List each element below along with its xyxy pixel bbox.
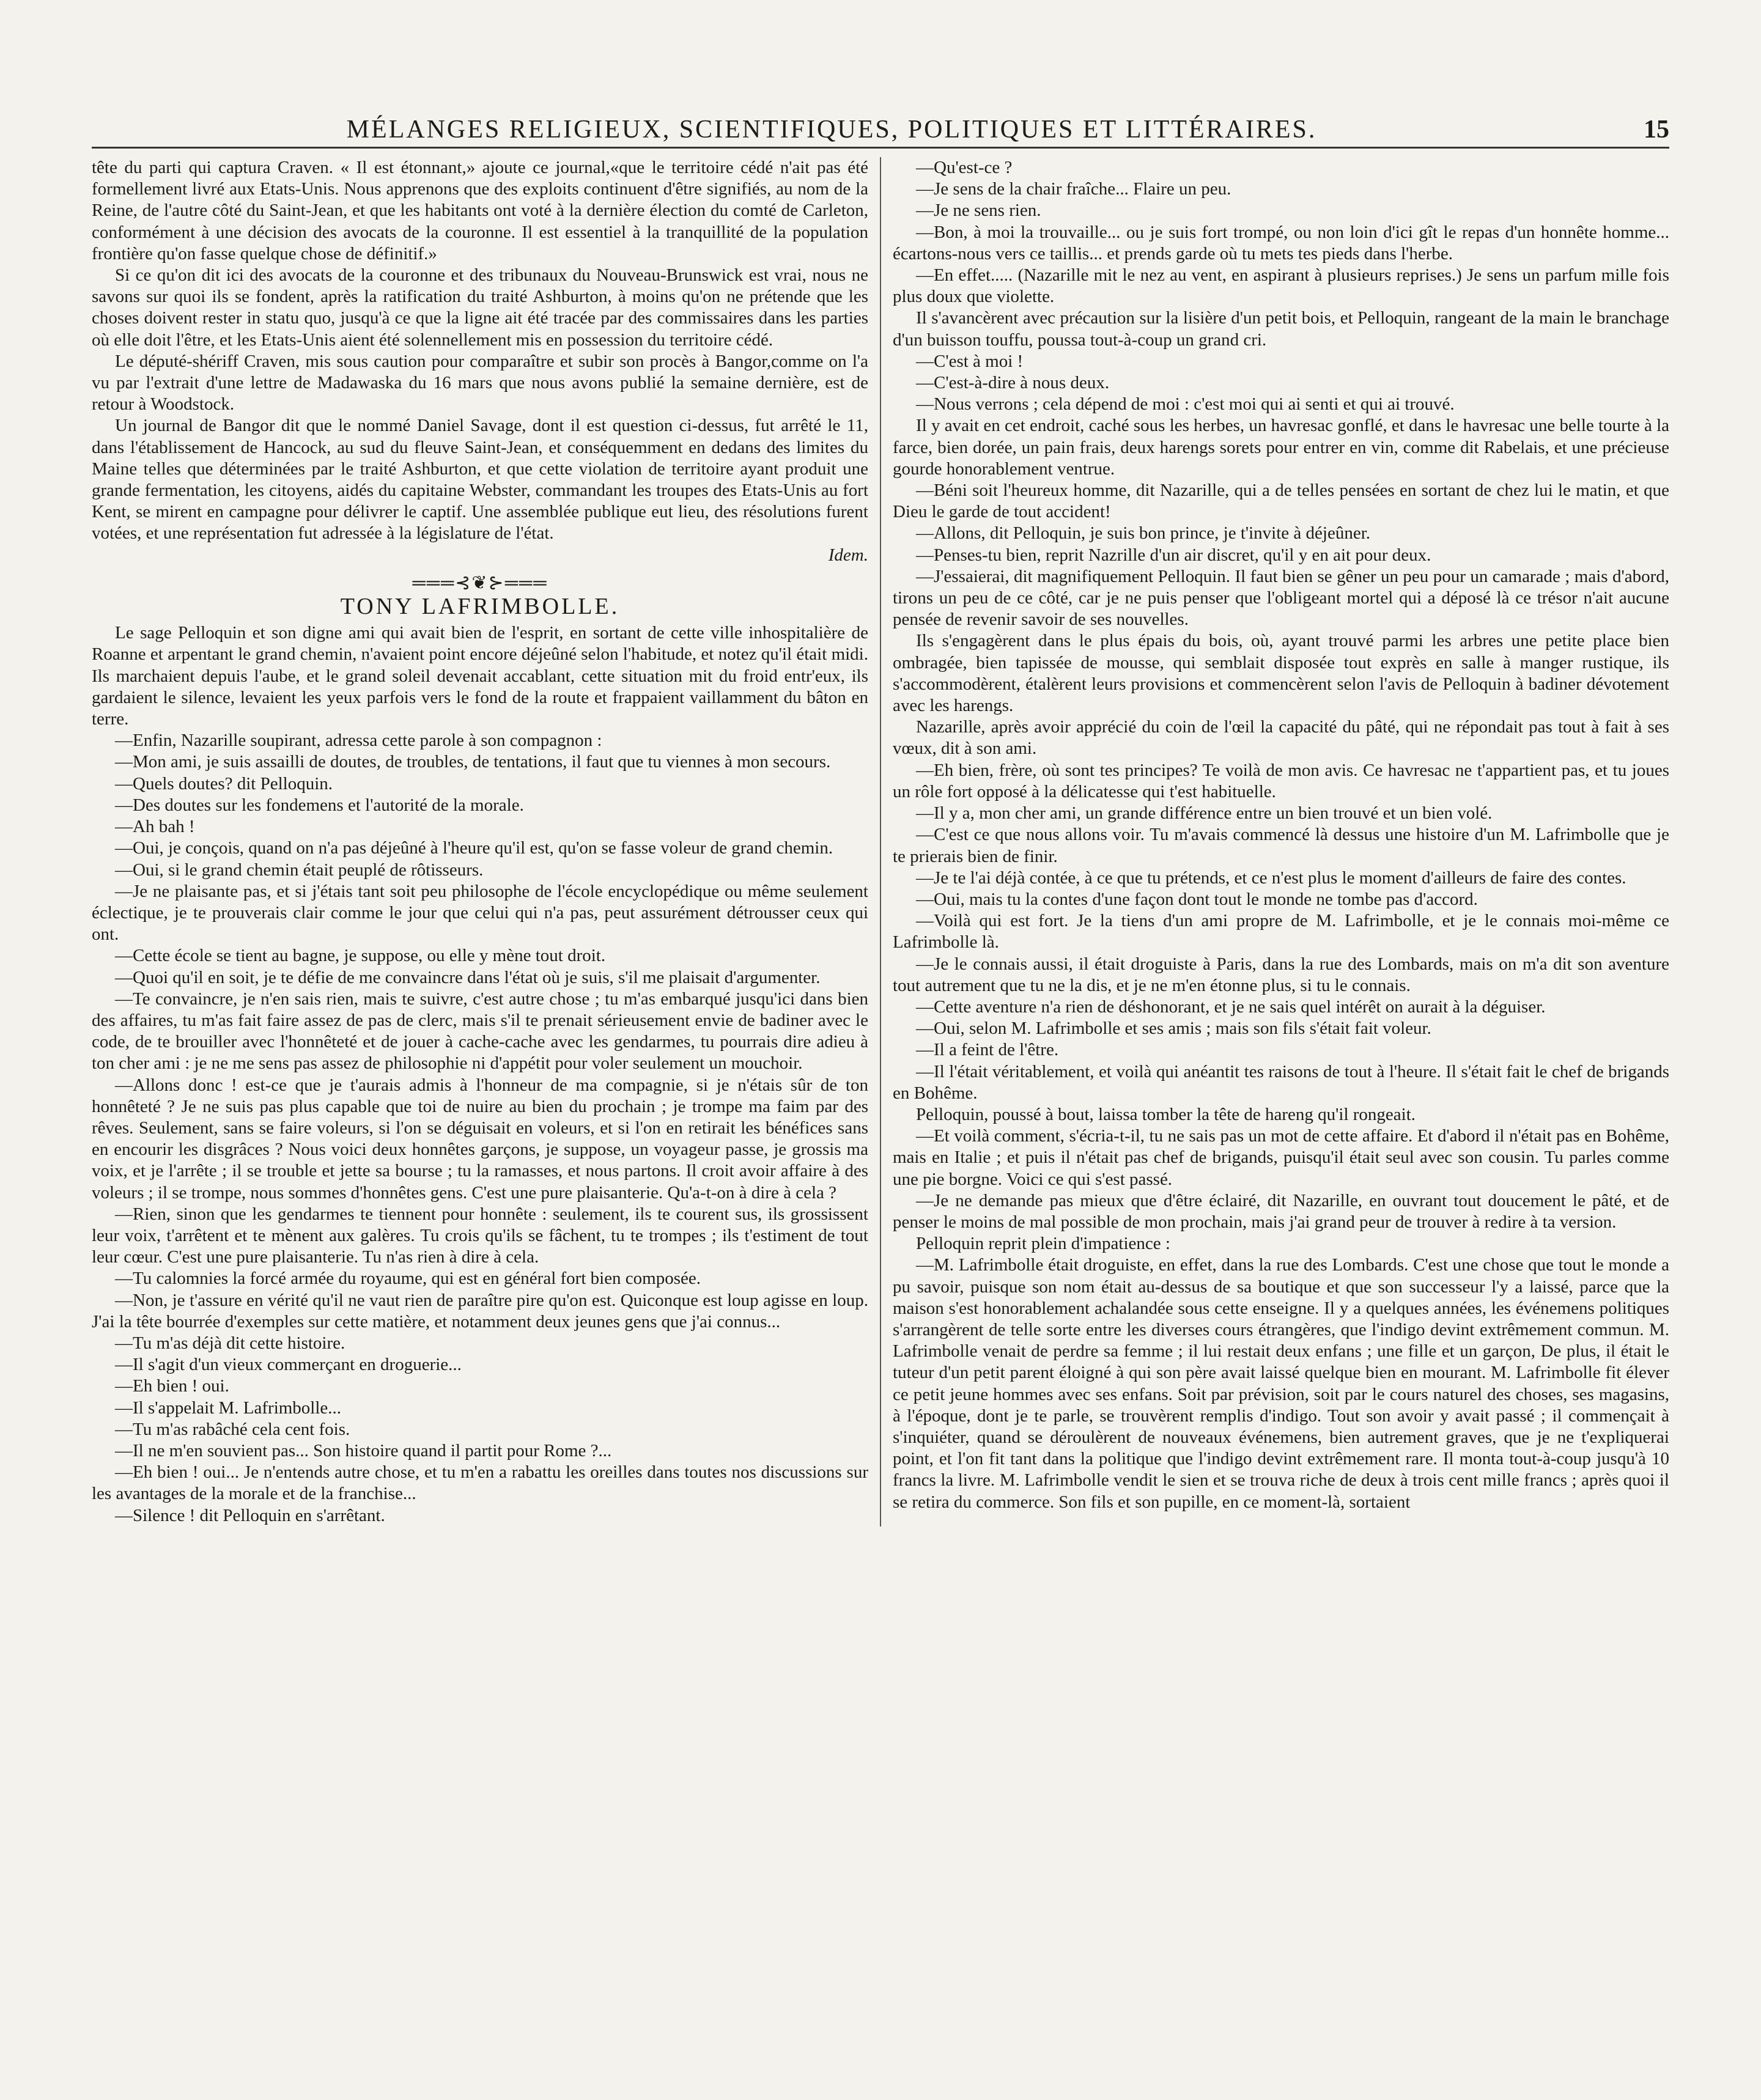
story-paragraph: —Eh bien ! oui... Je n'entends autre chose, et tu m'en a rabattu les oreilles dans toutes nos discussions sur les avantages de la morale et de la franchise... bbox=[92, 1462, 868, 1504]
story-paragraph: Il y avait en cet endroit, caché sous les herbes, un havresac gonflé, et dans le havresac une belle tourte à la farce, bien dorée, un pain frais, deux harengs sorets pour entrer en vin, comme dit Rabelais, et une précieuse gourde honorablement ventrue. bbox=[893, 416, 1669, 479]
running-header bbox=[92, 110, 1669, 149]
story-paragraph: —Il ne m'en souvient pas... Son histoire quand il partit pour Rome ?... bbox=[115, 1440, 612, 1461]
story-paragraph: —Bon, à moi la trouvaille... ou je suis fort trompé, ou non loin d'ici gît le repas d'un honnête homme... écartons-nous vers ce taillis... et prends garde où tu mets tes pieds dans l'herbe. bbox=[893, 222, 1669, 263]
news-paragraph: Si ce qu'on dit ici des avocats de la couronne et des tribunaux du Nouveau-Brunswick est vrai, nous ne savons sur quoi ils se fondent, après la ratification du traité Ashburton, à moins qu'on ne prétende que les choses doivent rester in statu quo, jusqu'à ce que la ligne ait été tracée par des commissaires dans les parties où elle doit l'être, et les Etats-Unis aient été solennellement mis en possession du territoire cédé. bbox=[92, 265, 868, 350]
story-paragraph: —Je ne demande pas mieux que d'être éclairé, dit Nazarille, en ouvrant tout doucement le pâté, et de penser le moins de mal possible de mon prochain, mais j'ai grand peur de trouver à redire à ta version. bbox=[893, 1190, 1669, 1232]
text-columns bbox=[92, 157, 1669, 1527]
story-paragraph: —Je te l'ai déjà contée, à ce que tu prétends, et ce n'est plus le moment d'ailleurs de faire des contes. bbox=[916, 868, 1626, 888]
story-paragraph: —Allons, dit Pelloquin, je suis bon prince, je t'invite à déjeûner. bbox=[916, 523, 1370, 543]
story-paragraph: —Ah bah ! bbox=[115, 817, 195, 837]
story-paragraph: —En effet..... (Nazarille mit le nez au vent, en aspirant à plusieurs reprises.) Je sens un parfum mille fois plus doux que violette. bbox=[893, 265, 1669, 307]
story-paragraph: —Tu m'as rabâché cela cent fois. bbox=[115, 1419, 350, 1439]
page-number: 15 bbox=[1644, 116, 1669, 144]
story-paragraph: —Il y a, mon cher ami, un grande différence entre un bien trouvé et un bien volé. bbox=[916, 803, 1493, 823]
story-paragraph: Il s'avancèrent avec précaution sur la lisière d'un petit bois, et Pelloquin, rangeant de la main le branchage d'un buisson touffu, poussa tout-à-coup un grand cri. bbox=[893, 308, 1669, 350]
story-paragraph: —Allons donc ! est-ce que je t'aurais admis à l'honneur de ma compagnie, si je n'étais sûr de ton honnêteté ? Je ne suis pas plus capable que toi de nuire au bien du prochain ; je trompe ma faim par des rêves. Seulement, sans se faire voleurs, si l'on se déguisait en voleurs, et si l'on en retirait les bénéfices sans en encourir les disgrâces ? Nous voici deux honnêtes garçons, je suppose, un voyageur passe, je grossis ma voix, et je l'arrête ; il se trouble et jette sa bourse ; tu la ramasses, et nous partons. Il croit avoir affaire à des voleurs ; il se trompe, nous sommes d'honnêtes gens. C'est une pure plaisanterie. Qu'a-t-on à dire à cela ? bbox=[92, 1075, 868, 1203]
story-paragraph: —Oui, si le grand chemin était peuplé de rôtisseurs. bbox=[115, 860, 484, 880]
article-signature: Idem. bbox=[828, 545, 868, 565]
story-paragraph: —Nous verrons ; cela dépend de moi : c'est moi qui ai senti et qui ai trouvé. bbox=[916, 394, 1455, 414]
story-paragraph: —Et voilà comment, s'écria-t-il, tu ne sais pas un mot de cette affaire. Et d'abord il n'était pas en Bohême, mais en Italie ; et puis il n'était pas chef de brigands, puisqu'il était seul avec son cousin. Tu parles comme une pie borgne. Voici ce qui s'est passé. bbox=[893, 1126, 1669, 1189]
story-paragraph: —Cette aventure n'a rien de déshonorant, et je ne sais quel intérêt on aurait à la déguiser. bbox=[916, 997, 1546, 1017]
story-paragraph: —Cette école se tient au bagne, je suppose, ou elle y mène tout droit. bbox=[115, 946, 606, 966]
story-paragraph: —Je le connais aussi, il était droguiste à Paris, dans la rue des Lombards, mais on m'a dit son aventure tout autrement que tu ne la dis, et je ne m'en étonne plus, si tu le connais. bbox=[893, 954, 1669, 995]
story-paragraph: —Il l'était véritablement, et voilà qui anéantit tes raisons de tout à l'heure. Il s'était fait le chef de brigands en Bohême. bbox=[893, 1061, 1669, 1103]
story-title: TONY LAFRIMBOLLE. bbox=[340, 594, 620, 620]
story-paragraph: —Te convaincre, je n'en sais rien, mais te suivre, c'est autre chose ; tu m'as embarqué jusqu'ici dans bien des affaires, tu m'as fait faire assez de pas de clerc, mais s'il te prenait sérieusement envie de badiner avec le code, de te brouiller avec l'honnêteté et de jouer à cache-cache avec les gendarmes, tu pourrais dire adieu à ton cher ami : je ne me sens pas assez de philosophie ni d'appétit pour voler seulement un mouchoir. bbox=[92, 989, 868, 1074]
story-paragraph: —Je ne plaisante pas, et si j'étais tant soit peu philosophe de l'école encyclopédique ou même seulement éclectique, je te prouverais clair comme le jour que celui qui n'a pas, peut assurément détrousser ceux qui ont. bbox=[92, 881, 868, 945]
news-paragraph: tête du parti qui captura Craven. « Il est étonnant,» ajoute ce journal,«que le territoire cédé n'ait pas été formellement livré aux Etats-Unis. Nous apprenons que des exploits continuent d'être signifiés, au nom de la Reine, de l'autre côté du Saint-Jean, et que les habitants ont voté à la dernière élection du comté de Carleton, conformément à une décision des avocats de la couronne. Il est essentiel à la tranquillité de la population frontière qu'on fasse quelque chose de définitif.» bbox=[92, 158, 868, 263]
story-paragraph: —Oui, selon M. Lafrimbolle et ses amis ; mais son fils s'était fait voleur. bbox=[916, 1019, 1431, 1039]
story-paragraph: —C'est-à-dire à nous deux. bbox=[916, 373, 1110, 393]
story-paragraph: —Il s'agit d'un vieux commerçant en droguerie... bbox=[115, 1355, 462, 1375]
story-paragraph: —Oui, je conçois, quand on n'a pas déjeûné à l'heure qu'il est, qu'on se fasse voleur de grand chemin. bbox=[115, 838, 833, 858]
story-paragraph: —Tu m'as déjà dit cette histoire. bbox=[115, 1333, 345, 1353]
story-paragraph: —M. Lafrimbolle était droguiste, en effet, dans la rue des Lombards. C'est une chose que tout le monde a pu savoir, puisque son nom était au-dessus de sa boutique et que son successeur l'y a laissé, parce que la maison s'est honorablement achalandée sous cette enseigne. Il y a quelques années, les événemens politiques s'arrangèrent de telle sorte entre les diverses cours étrangères, que l'indigo devint extrêmement commun. M. Lafrimbolle venait de perdre sa femme ; il lui restait deux enfans ; une fille et un garçon, De plus, il était le tuteur d'un petit parent éloigné à qui son père avait laissé quelque bien en mourant. M. Lafrimbolle fit élever ce petit jeune hommes avec ses enfans. Soit par prévision, soit par le cours naturel des choses, ses magasins, à l'époque, dont je te parle, se trouvèrent remplis d'indigo. Tout son avoir y avait passé ; il commençait à s'inquiéter, quand se déroulèrent de nouveaux événemens, bien autrement graves, que je ne t'expliquerai point, et l'on fit tant dans la politique que l'indigo devint extrêmement rare. Il monta tout-à-coup jusqu'à 10 francs la livre. M. Lafrimbolle vendit le sien et se trouva riche de deux à trois cent mille francs ; après quoi il se retira du commerce. Son fils et son pupille, en ce moment-là, sortaient bbox=[893, 1255, 1669, 1512]
story-paragraph: —Eh bien ! oui. bbox=[115, 1376, 229, 1396]
story-paragraph: —Des doutes sur les fondemens et l'autorité de la morale. bbox=[115, 795, 524, 815]
story-paragraph: —Penses-tu bien, reprit Nazrille d'un air discret, qu'il y en ait pour deux. bbox=[916, 545, 1431, 565]
story-paragraph: —Je sens de la chair fraîche... Flaire un peu. bbox=[916, 179, 1231, 199]
story-paragraph: —Silence ! dit Pelloquin en s'arrêtant. bbox=[115, 1505, 385, 1525]
story-paragraph: —C'est à moi ! bbox=[916, 351, 1024, 371]
story-paragraph: —Mon ami, je suis assailli de doutes, de troubles, de tentations, il faut que tu viennes à mon secours. bbox=[115, 752, 831, 772]
column-divider bbox=[880, 157, 881, 1527]
story-paragraph: —Il a feint de l'être. bbox=[916, 1040, 1059, 1060]
story-paragraph: Le sage Pelloquin et son digne ami qui avait bien de l'esprit, en sortant de cette ville inhospitalière de Roanne et arpentant le grand chemin, n'avaient point encore déjeûné selon l'habitude, et notez qu'il était midi. Ils marchaient depuis l'aube, et le grand soleil devenait accablant, cette situation mit du froid entr'eux, ils gardaient le silence, levaient les yeux parfois vers le fond de la route et frappaient vaillamment du bâton en terre. bbox=[92, 623, 868, 729]
story-paragraph: —Je ne sens rien. bbox=[916, 201, 1041, 221]
story-paragraph: Pelloquin, poussé à bout, laissa tomber la tête de hareng qu'il rongeait. bbox=[916, 1104, 1416, 1124]
story-paragraph: —C'est ce que nous allons voir. Tu m'avais commencé là dessus une histoire d'un M. Lafrimbolle que je te prierais bien de finir. bbox=[893, 825, 1669, 866]
story-paragraph: —Rien, sinon que les gendarmes te tiennent pour honnête : seulement, ils te courent sus, ils grossissent leur voix, t'arrêtent et te mènent aux galères. Tu crois qu'ils se fâchent, tu te trompes ; ils t'estiment de tout leur cœur. C'est une pure plaisanterie. Tu n'as rien à dire à cela. bbox=[92, 1204, 868, 1267]
story-paragraph: Pelloquin reprit plein d'impatience : bbox=[916, 1234, 1170, 1254]
story-paragraph: —Qu'est-ce ? bbox=[916, 158, 1013, 177]
news-paragraph: Un journal de Bangor dit que le nommé Daniel Savage, dont il est question ci-dessus, fut arrêté le 11, dans l'établissement de Hancock, au sud du fleuve Saint-Jean, et conséquemment en dedans des limites du Maine telles que déterminées par le traité Ashburton, et que cette violation de territoire ayant produit une grande fermentation, les citoyens, aidés du capitaine Webster, commandant les troupes des Etats-Unis au fort Kent, se mirent en campagne pour délivrer le captif. Une assemblée publique eut lieu, des résolutions furent votées, et une représentation fut adressée à la législature de l'état. bbox=[92, 416, 868, 543]
story-paragraph: —J'essaierai, dit magnifiquement Pelloquin. Il faut bien se gêner un peu pour un camarade ; mais d'abord, tirons un peu de ce côté, car je ne puis penser que l'obligeant mortel qui a déposé là ce trésor n'ait aucune pensée de revenir savoir de ses nouvelles. bbox=[893, 566, 1669, 630]
right-column bbox=[893, 157, 1669, 1527]
section-ornament: ═══⊰❦⊱═══ bbox=[412, 572, 548, 593]
story-paragraph: Ils s'engagèrent dans le plus épais du bois, où, ayant trouvé parmi les arbres une petite place bien ombragée, bien tapissée de mousse, qui semblait disposée tout exprès en salle à manger rustique, ils s'accommodèrent, étalèrent leurs provisions et commencèrent selon l'avis de Pelloquin à badiner dévotement avec les harengs. bbox=[893, 631, 1669, 716]
story-paragraph: —Tu calomnies la forcé armée du royaume, qui est en général fort bien composée. bbox=[115, 1269, 701, 1289]
story-paragraph: —Il s'appelait M. Lafrimbolle... bbox=[115, 1398, 342, 1418]
story-paragraph: Nazarille, après avoir apprécié du coin de l'œil la capacité du pâté, qui ne répondait pas tout à fait à ses vœux, dit à son ami. bbox=[893, 717, 1669, 759]
story-paragraph: —Quoi qu'il en soit, je te défie de me convaincre dans l'état où je suis, s'il me plaisait d'argumenter. bbox=[115, 967, 821, 987]
story-paragraph: —Voilà qui est fort. Je la tiens d'un ami propre de M. Lafrimbolle, et je le connais moi-même ce Lafrimbolle là. bbox=[893, 911, 1669, 952]
left-column bbox=[92, 157, 868, 1527]
story-paragraph: —Oui, mais tu la contes d'une façon dont tout le monde ne tombe pas d'accord. bbox=[916, 889, 1478, 909]
story-paragraph: —Quels doutes? dit Pelloquin. bbox=[115, 773, 333, 794]
header-title: MÉLANGES RELIGIEUX, SCIENTIFIQUES, POLITIQUES ET LITTÉRAIRES. bbox=[346, 116, 1317, 144]
story-paragraph: —Enfin, Nazarille soupirant, adressa cette parole à son compagnon : bbox=[115, 731, 602, 751]
story-paragraph: —Non, je t'assure en vérité qu'il ne vaut rien de paraître pire qu'on est. Quiconque est loup agisse en loup. J'ai la tête bourrée d'exemples sur cette matière, et notamment deux jeunes gens que j'ai connus... bbox=[92, 1290, 868, 1332]
news-paragraph: Le député-shériff Craven, mis sous caution pour comparaître et subir son procès à Bangor,comme on l'a vu par l'extrait d'une lettre de Madawaska du 16 mars que nous avons publié la semaine dernière, est de retour à Woodstock. bbox=[92, 351, 868, 414]
story-paragraph: —Eh bien, frère, où sont tes principes? Te voilà de mon avis. Ce havresac ne t'appartient pas, et tu joues un rôle fort opposé à la délicatesse qui t'est habituelle. bbox=[893, 760, 1669, 801]
story-paragraph: —Béni soit l'heureux homme, dit Nazarille, qui a de telles pensées en sortant de chez lui le matin, et que Dieu le garde de tout accident! bbox=[893, 481, 1669, 522]
